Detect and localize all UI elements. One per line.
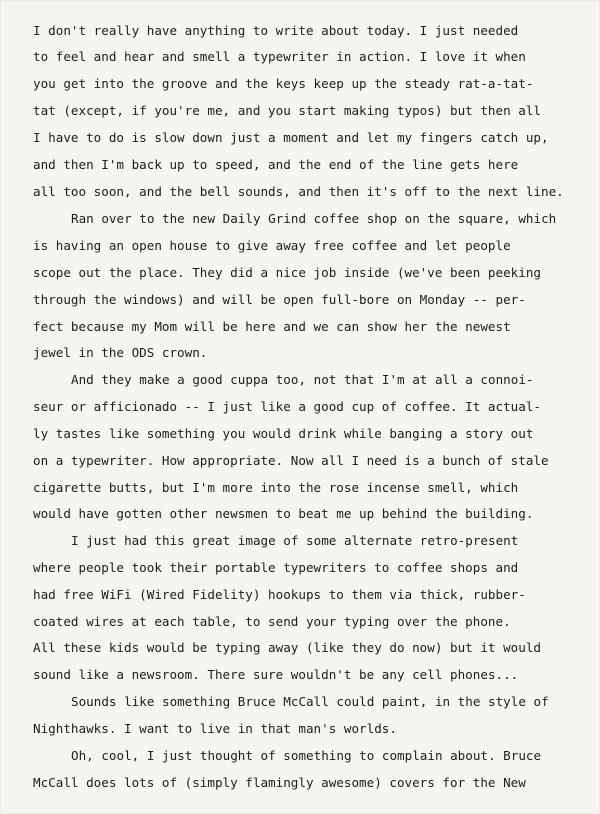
text-line: and then I'm back up to speed, and the end of the line gets here	[33, 157, 519, 172]
text-line: I just had this great image of some alternate retro-present	[71, 533, 519, 548]
text-line: where people took their portable typewriters to coffee shops and	[33, 560, 519, 575]
text-line: Oh, cool, I just thought of something to complain about. Bruce	[71, 748, 542, 763]
text-line: had free WiFi (Wired Fidelity) hookups to them via thick, rubber-	[33, 587, 526, 602]
text-line: all too soon, and the bell sounds, and then it's off to the next line.	[33, 184, 564, 199]
text-line: I don't really have anything to write about today. I just needed	[33, 23, 519, 38]
text-line: coated wires at each table, to send your typing over the phone.	[33, 614, 511, 629]
text-line: Sounds like something Bruce McCall could paint, in the style of	[71, 694, 549, 709]
text-line: sound like a newsroom. There sure wouldn't be any cell phones...	[33, 667, 519, 682]
text-line: is having an open house to give away free coffee and let people	[33, 238, 511, 253]
text-line: on a typewriter. How appropriate. Now all I need is a bunch of stale	[33, 453, 549, 468]
text-line: ly tastes like something you would drink while banging a story out	[33, 426, 534, 441]
text-line: All these kids would be typing away (like they do now) but it would	[33, 640, 541, 655]
text-line: I have to do is slow down just a moment and let my fingers catch up,	[33, 130, 549, 145]
text-line: cigarette butts, but I'm more into the rose incense smell, which	[33, 480, 519, 495]
text-line: McCall does lots of (simply flamingly awesome) covers for the New	[33, 775, 526, 790]
text-line: scope out the place. They did a nice job inside (we've been peeking	[33, 265, 541, 280]
text-line: And they make a good cuppa too, not that I'm at all a connoi-	[71, 372, 534, 387]
text-line: tat (except, if you're me, and you start making typos) but then all	[33, 103, 541, 118]
text-line: jewel in the ODS crown.	[33, 345, 208, 360]
text-line: Ran over to the new Daily Grind coffee shop on the square, which	[71, 211, 557, 226]
text-line: through the windows) and will be open full-bore on Monday -- per-	[33, 292, 526, 307]
text-line: Nighthawks. I want to live in that man's worlds.	[33, 721, 397, 736]
text-line: seur or afficionado -- I just like a good cup of coffee. It actual-	[33, 399, 541, 414]
text-line: fect because my Mom will be here and we can show her the newest	[33, 319, 511, 334]
text-line: would have gotten other newsmen to beat me up behind the building.	[33, 506, 534, 521]
text-line: to feel and hear and smell a typewriter in action. I love it when	[33, 49, 526, 64]
text-line: you get into the groove and the keys keep up the steady rat-a-tat-	[33, 76, 534, 91]
